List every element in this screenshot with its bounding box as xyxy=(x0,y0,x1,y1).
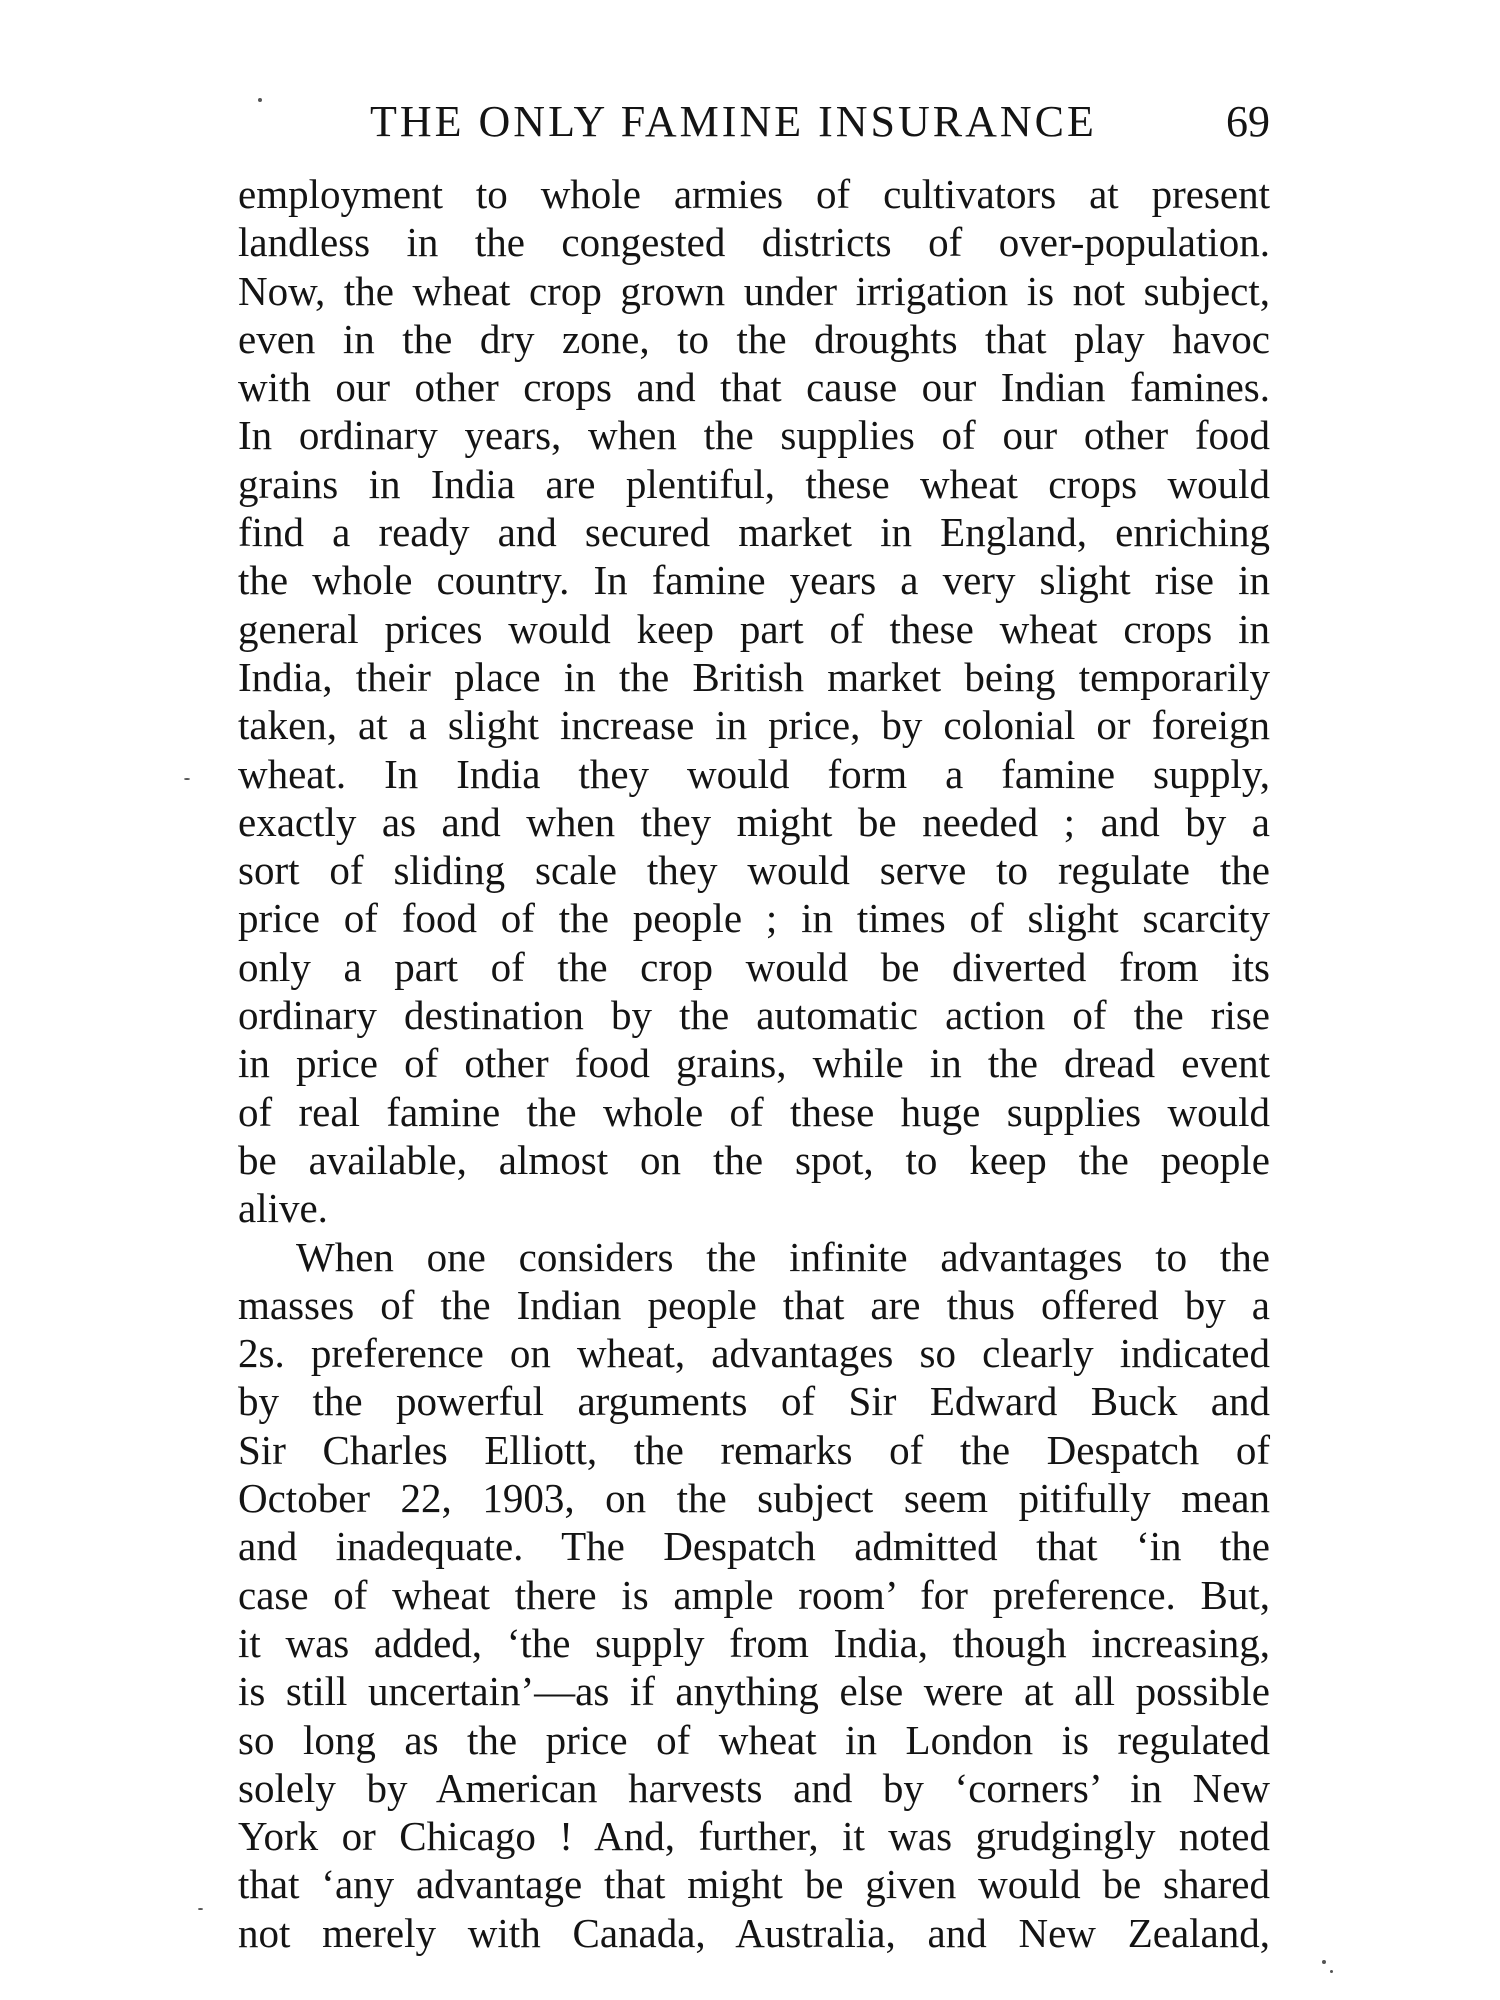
text-line: India, their place in the British market being temporarily xyxy=(238,653,1270,700)
text-line: When one considers the infinite advantages to the xyxy=(296,1233,1270,1280)
text-line: the whole country. In famine years a very slight rise in xyxy=(238,557,1270,604)
text-line: Now, the wheat crop grown under irrigation is not subject, xyxy=(238,267,1270,314)
text-line: general prices would keep part of these wheat crops in xyxy=(238,605,1270,652)
text-line: and inadequate. The Despatch admitted that ‘in the xyxy=(238,1523,1270,1570)
page-number: 69 xyxy=(1226,97,1270,146)
text-line: October 22, 1903, on the subject seem pitifully mean xyxy=(238,1475,1270,1522)
text-line: sort of sliding scale they would serve to regulate the xyxy=(238,847,1270,894)
scan-speck xyxy=(198,1908,203,1910)
text-line: grains in India are plentiful, these wheat crops would xyxy=(238,460,1270,507)
text-line: wheat. In India they would form a famine supply, xyxy=(238,750,1270,797)
text-line: case of wheat there is ample room’ for preference. But, xyxy=(238,1571,1270,1618)
text-line: masses of the Indian people that are thus offered by a xyxy=(238,1281,1270,1328)
text-line: taken, at a slight increase in price, by colonial or foreign xyxy=(238,702,1270,749)
body-text xyxy=(238,170,1270,1957)
text-line: solely by American harvests and by ‘corners’ in New xyxy=(238,1764,1270,1811)
text-line: only a part of the crop would be diverted from its xyxy=(238,943,1270,990)
text-line: that ‘any advantage that might be given would be shared xyxy=(238,1861,1270,1908)
text-line: In ordinary years, when the supplies of our other food xyxy=(238,412,1270,459)
text-line: Sir Charles Elliott, the remarks of the Despatch of xyxy=(238,1426,1270,1473)
paragraph-1 xyxy=(238,170,1270,1233)
text-line: York or Chicago ! And, further, it was grudgingly noted xyxy=(238,1813,1270,1860)
text-line: find a ready and secured market in England, enriching xyxy=(238,509,1270,556)
scan-speck xyxy=(1322,1960,1326,1964)
text-line: so long as the price of wheat in London is regulated xyxy=(238,1716,1270,1763)
text-line: employment to whole armies of cultivators at present xyxy=(238,171,1270,217)
text-line: it was added, ‘the supply from India, though increasing, xyxy=(238,1619,1270,1666)
text-line: is still uncertain’—as if anything else were at all possible xyxy=(238,1668,1270,1715)
text-line: price of food of the people ; in times of slight scarcity xyxy=(238,895,1270,942)
paragraph-2 xyxy=(238,1233,1270,1957)
text-line: exactly as and when they might be needed ; and by a xyxy=(238,798,1270,845)
text-line: even in the dry zone, to the droughts that play havoc xyxy=(238,315,1270,362)
running-head xyxy=(240,92,1270,152)
text-line: in price of other food grains, while in the dread event xyxy=(238,1040,1270,1087)
text-line: 2s. preference on wheat, advantages so clearly indicated xyxy=(238,1330,1270,1377)
text-line: with our other crops and that cause our Indian famines. xyxy=(238,364,1270,411)
text-line: alive. xyxy=(238,1185,328,1232)
scan-speck xyxy=(1330,1970,1333,1973)
text-line: not merely with Canada, Australia, and New Zealand, xyxy=(238,1909,1270,1956)
running-head-title: THE ONLY FAMINE INSURANCE xyxy=(370,97,1097,146)
scan-speck xyxy=(258,98,262,102)
text-line: landless in the congested districts of over-population. xyxy=(238,219,1270,266)
text-line: of real famine the whole of these huge supplies would xyxy=(238,1088,1270,1135)
text-line: ordinary destination by the automatic action of the rise xyxy=(238,992,1270,1039)
text-line: by the powerful arguments of Sir Edward Buck and xyxy=(238,1378,1270,1425)
scan-speck xyxy=(184,778,190,780)
text-line: be available, almost on the spot, to keep the people xyxy=(238,1136,1270,1183)
